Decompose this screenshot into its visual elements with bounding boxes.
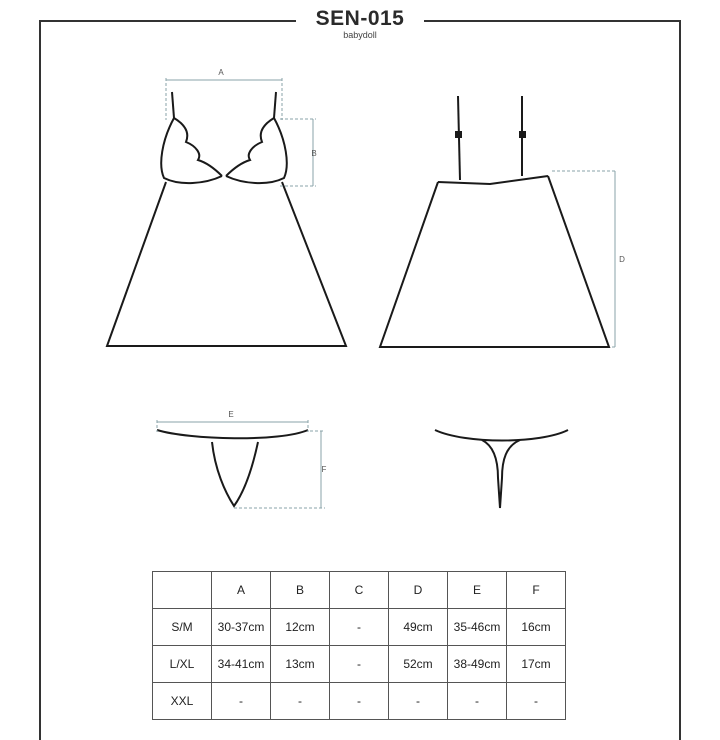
dim-label-d: D <box>619 255 625 264</box>
dim-label-a: A <box>218 68 224 77</box>
product-code: SEN-015 <box>315 7 405 30</box>
table-cell: 49cm <box>389 609 448 646</box>
table-cell: - <box>271 683 330 720</box>
table-cell: 35-46cm <box>448 609 507 646</box>
size-label-cell: S/M <box>153 609 212 646</box>
header-cell: F <box>507 572 566 609</box>
table-cell: - <box>448 683 507 720</box>
header-cell: B <box>271 572 330 609</box>
header-cell: D <box>389 572 448 609</box>
table-row <box>153 646 566 683</box>
table-cell: 52cm <box>389 646 448 683</box>
dim-label-f: F <box>321 465 327 474</box>
table-cell: - <box>389 683 448 720</box>
table-cell: 12cm <box>271 609 330 646</box>
front-dimension-lines <box>166 78 316 186</box>
table-cell: 16cm <box>507 609 566 646</box>
table-cell: - <box>330 609 389 646</box>
thong-front-drawing <box>157 430 308 506</box>
size-table <box>152 571 566 720</box>
back-dimension-lines <box>552 171 616 347</box>
table-cell: 34-41cm <box>212 646 271 683</box>
table-row <box>153 683 566 720</box>
product-type: babydoll <box>343 30 377 40</box>
table-row <box>153 609 566 646</box>
dim-label-b: B <box>311 149 317 158</box>
babydoll-front-drawing <box>107 92 346 346</box>
table-cell: - <box>507 683 566 720</box>
header-cell <box>153 572 212 609</box>
table-cell: 17cm <box>507 646 566 683</box>
table-cell: - <box>330 683 389 720</box>
table-cell: - <box>330 646 389 683</box>
size-label-cell: L/XL <box>153 646 212 683</box>
size-label-cell: XXL <box>153 683 212 720</box>
header-cell: E <box>448 572 507 609</box>
table-header-row <box>153 572 566 609</box>
table-cell: 30-37cm <box>212 609 271 646</box>
table-cell: - <box>212 683 271 720</box>
table-cell: 13cm <box>271 646 330 683</box>
dim-label-e: E <box>228 410 234 419</box>
babydoll-back-drawing <box>380 96 609 347</box>
header-cell: A <box>212 572 271 609</box>
table-cell: 38-49cm <box>448 646 507 683</box>
header-cell: C <box>330 572 389 609</box>
thong-back-drawing <box>435 430 568 508</box>
